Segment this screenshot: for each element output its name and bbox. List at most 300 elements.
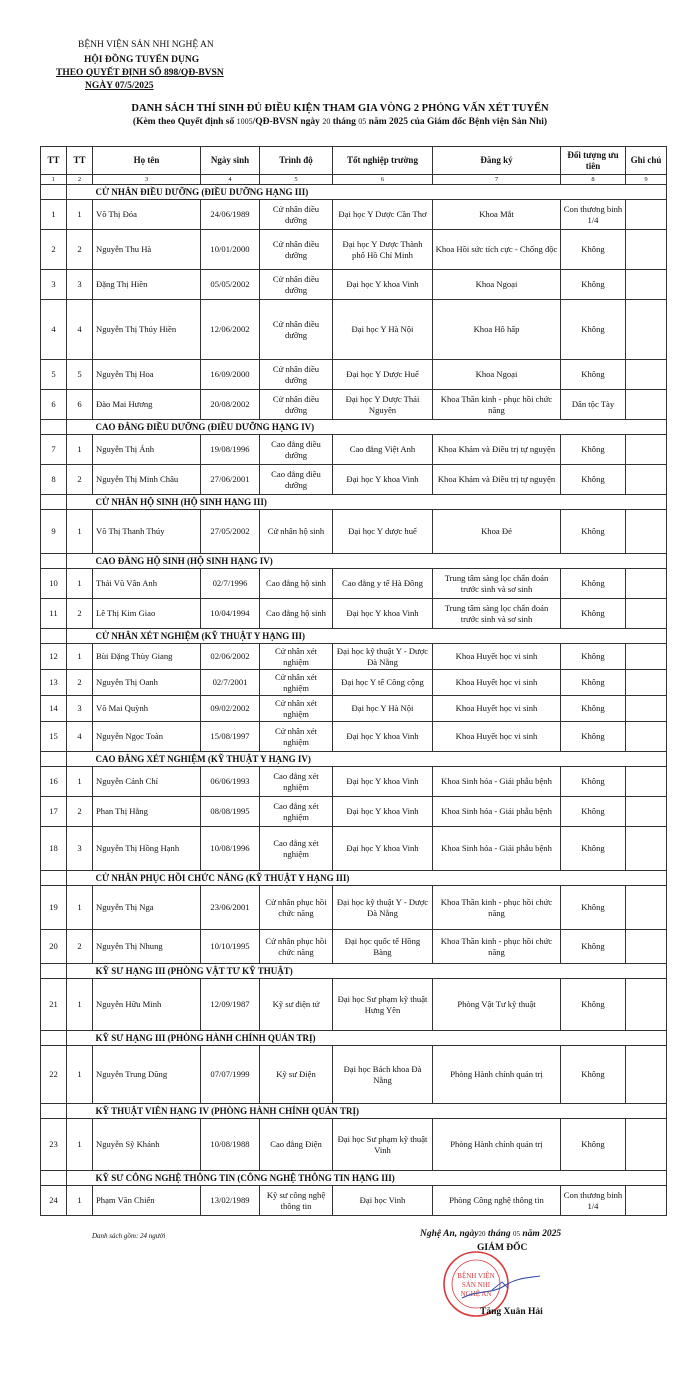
col-header: Đăng ký: [433, 147, 561, 175]
cell-school: Đại học Y Hà Nội: [333, 696, 433, 722]
col-header: Ghi chú: [626, 147, 667, 175]
cell-school: Đại học Y khoa Vinh: [333, 270, 433, 300]
cell-level: Kỹ sư công nghệ thông tin: [260, 1186, 333, 1216]
cell-school: Đại học Y Hà Nội: [333, 300, 433, 360]
section-spacer: [41, 964, 67, 979]
cell-tt: 7: [41, 435, 67, 465]
table-row: [41, 435, 667, 465]
cell-school: Đại học Y khoa Vinh: [333, 465, 433, 495]
cell-tt2: 1: [67, 644, 93, 670]
section-row: [41, 185, 667, 200]
section-spacer: [67, 1171, 93, 1186]
cell-note: [626, 979, 667, 1031]
cell-dept: Khoa Huyết học vi sinh: [433, 644, 561, 670]
cell-level: Cao đẳng điều dưỡng: [260, 465, 333, 495]
table-row: [41, 979, 667, 1031]
cell-name: Đào Mai Hương: [93, 390, 201, 420]
cell-tt2: 2: [67, 797, 93, 827]
col-number: 1: [41, 175, 67, 185]
section-title: CAO ĐẲNG XÉT NGHIỆM (KỸ THUẬT Y HẠNG IV): [93, 752, 667, 767]
col-header: Tốt nghiệp trường: [333, 147, 433, 175]
cell-note: [626, 644, 667, 670]
cell-note: [626, 569, 667, 599]
cell-note: [626, 200, 667, 230]
section-spacer: [67, 185, 93, 200]
cell-tt: 4: [41, 300, 67, 360]
cell-dob: 19/08/1996: [201, 435, 260, 465]
section-row: [41, 752, 667, 767]
col-header: TT: [41, 147, 67, 175]
col-number: 7: [433, 175, 561, 185]
column-number-row: [41, 175, 667, 185]
section-spacer: [41, 1171, 67, 1186]
cell-dept: Khoa Sinh hóa - Giải phẫu bệnh: [433, 797, 561, 827]
cell-tt: 1: [41, 200, 67, 230]
cell-tt2: 2: [67, 670, 93, 696]
section-row: [41, 1171, 667, 1186]
cell-level: Cử nhân điều dưỡng: [260, 200, 333, 230]
cell-tt: 19: [41, 886, 67, 930]
cell-name: Nguyễn Cảnh Chí: [93, 767, 201, 797]
cell-name: Nguyễn Thị Hồng Hạnh: [93, 827, 201, 871]
section-row: [41, 964, 667, 979]
cell-dept: Khoa Huyết học vi sinh: [433, 696, 561, 722]
table-header-row: [41, 147, 667, 175]
table-row: [41, 797, 667, 827]
cell-tt2: 1: [67, 767, 93, 797]
cell-tt2: 4: [67, 722, 93, 752]
cell-note: [626, 230, 667, 270]
cell-note: [626, 696, 667, 722]
cell-name: Nguyễn Thị Ánh: [93, 435, 201, 465]
table-row: [41, 886, 667, 930]
cell-dept: Khoa Hồi sức tích cực - Chống độc: [433, 230, 561, 270]
section-spacer: [41, 1031, 67, 1046]
col-header: Trình độ: [260, 147, 333, 175]
cell-name: Nguyễn Hữu Minh: [93, 979, 201, 1031]
cell-level: Cao đẳng xét nghiệm: [260, 827, 333, 871]
cell-dob: 12/06/2002: [201, 300, 260, 360]
cell-dob: 24/06/1989: [201, 200, 260, 230]
cell-tt2: 1: [67, 886, 93, 930]
cell-level: Cử nhân hộ sinh: [260, 510, 333, 554]
cell-tt2: 6: [67, 390, 93, 420]
council-name: HỘI ĐỒNG TUYỂN DỤNG: [84, 55, 200, 65]
cell-name: Nguyễn Thị Oanh: [93, 670, 201, 696]
cell-school: Đại học Sư phạm kỹ thuật Hưng Yên: [333, 979, 433, 1031]
cell-dob: 10/10/1995: [201, 930, 260, 964]
table-row: [41, 465, 667, 495]
col-number: 9: [626, 175, 667, 185]
cell-tt: 22: [41, 1046, 67, 1104]
table-row: [41, 696, 667, 722]
cell-level: Cử nhân điều dưỡng: [260, 230, 333, 270]
cell-dob: 10/04/1994: [201, 599, 260, 629]
cell-dept: Khoa Ngoại: [433, 360, 561, 390]
table-row: [41, 200, 667, 230]
cell-tt2: 1: [67, 1046, 93, 1104]
section-title: CAO ĐẲNG HỘ SINH (HỘ SINH HẠNG IV): [93, 554, 667, 569]
cell-note: [626, 510, 667, 554]
cell-school: Đại học Y khoa Vinh: [333, 827, 433, 871]
cell-school: Đại học Y dược huế: [333, 510, 433, 554]
cell-tt: 11: [41, 599, 67, 629]
cell-dob: 10/08/1996: [201, 827, 260, 871]
cell-level: Cao đẳng xét nghiệm: [260, 767, 333, 797]
cell-name: Đặng Thị Hiền: [93, 270, 201, 300]
table-row: [41, 930, 667, 964]
section-spacer: [67, 871, 93, 886]
cell-priority: Không: [561, 1119, 626, 1171]
cell-note: [626, 435, 667, 465]
section-spacer: [41, 752, 67, 767]
cell-tt: 17: [41, 797, 67, 827]
cell-tt2: 1: [67, 979, 93, 1031]
cell-name: Bùi Đặng Thùy Giang: [93, 644, 201, 670]
cell-dob: 09/02/2002: [201, 696, 260, 722]
cell-tt: 13: [41, 670, 67, 696]
section-spacer: [67, 1031, 93, 1046]
cell-tt2: 1: [67, 435, 93, 465]
section-spacer: [67, 420, 93, 435]
cell-level: Cử nhân xét nghiệm: [260, 722, 333, 752]
table-row: [41, 510, 667, 554]
cell-tt2: 1: [67, 200, 93, 230]
cell-school: Đại học Bách khoa Đà Nẵng: [333, 1046, 433, 1104]
cell-priority: Không: [561, 930, 626, 964]
cell-tt2: 2: [67, 599, 93, 629]
cell-dob: 10/08/1988: [201, 1119, 260, 1171]
cell-name: Lê Thị Kim Giao: [93, 599, 201, 629]
cell-dept: Khoa Hô hấp: [433, 300, 561, 360]
cell-dob: 27/06/2001: [201, 465, 260, 495]
cell-name: Nguyễn Thị Hoa: [93, 360, 201, 390]
cell-tt: 16: [41, 767, 67, 797]
cell-priority: Không: [561, 510, 626, 554]
cell-dept: Khoa Thần kinh - phục hồi chức năng: [433, 390, 561, 420]
section-row: [41, 495, 667, 510]
cell-name: Võ Mai Quỳnh: [93, 696, 201, 722]
cell-level: Cử nhân phục hồi chức năng: [260, 886, 333, 930]
decision-date: NGÀY 07/5/2025: [85, 81, 154, 91]
cell-tt: 9: [41, 510, 67, 554]
cell-school: Đại học quốc tế Hồng Bàng: [333, 930, 433, 964]
cell-tt: 24: [41, 1186, 67, 1216]
cell-dob: 10/01/2000: [201, 230, 260, 270]
cell-dept: Trung tâm sàng lọc chẩn đoán trước sinh và sơ sinh: [433, 599, 561, 629]
cell-name: Nguyễn Thị Nga: [93, 886, 201, 930]
section-title: CỬ NHÂN HỘ SINH (HỘ SINH HẠNG III): [93, 495, 667, 510]
cell-school: Đại học Vinh: [333, 1186, 433, 1216]
cell-tt2: 2: [67, 930, 93, 964]
cell-name: Nguyễn Trung Dũng: [93, 1046, 201, 1104]
table-row: [41, 230, 667, 270]
cell-priority: Không: [561, 979, 626, 1031]
cell-level: Cao đẳng điều dưỡng: [260, 435, 333, 465]
section-row: [41, 554, 667, 569]
cell-tt: 6: [41, 390, 67, 420]
section-title: KỸ SƯ HẠNG III (PHÒNG VẬT TƯ KỸ THUẬT): [93, 964, 667, 979]
cell-school: Đại học Y Dược Cần Thơ: [333, 200, 433, 230]
col-header: Họ tên: [93, 147, 201, 175]
cell-priority: Không: [561, 886, 626, 930]
cell-level: Cao đẳng hộ sinh: [260, 599, 333, 629]
cell-school: Đại học Y Dược Thái Nguyên: [333, 390, 433, 420]
cell-note: [626, 360, 667, 390]
cell-school: Đại học Y khoa Vinh: [333, 797, 433, 827]
cell-school: Đại học Y khoa Vinh: [333, 599, 433, 629]
col-number: 4: [201, 175, 260, 185]
cell-note: [626, 767, 667, 797]
section-title: CAO ĐẲNG ĐIỀU DƯỠNG (ĐIỀU DƯỠNG HẠNG IV): [93, 420, 667, 435]
cell-tt: 2: [41, 230, 67, 270]
table-row: [41, 569, 667, 599]
cell-dob: 06/06/1993: [201, 767, 260, 797]
section-spacer: [41, 495, 67, 510]
table-body: [41, 185, 667, 1216]
cell-tt: 12: [41, 644, 67, 670]
cell-name: Nguyễn Thị Nhung: [93, 930, 201, 964]
cell-note: [626, 827, 667, 871]
section-spacer: [41, 420, 67, 435]
col-number: 2: [67, 175, 93, 185]
cell-name: Nguyễn Thị Thúy Hiền: [93, 300, 201, 360]
cell-tt2: 3: [67, 270, 93, 300]
section-row: [41, 871, 667, 886]
cell-priority: Không: [561, 722, 626, 752]
cell-tt: 23: [41, 1119, 67, 1171]
section-title: CỬ NHÂN PHỤC HỒI CHỨC NĂNG (KỸ THUẬT Y HẠNG III): [93, 871, 667, 886]
decision-ref: THEO QUYẾT ĐỊNH SỐ 898/QĐ-BVSN: [56, 68, 224, 78]
table-row: [41, 1046, 667, 1104]
cell-dob: 23/06/2001: [201, 886, 260, 930]
cell-dept: Khoa Thần kinh - phục hồi chức năng: [433, 930, 561, 964]
cell-name: Nguyễn Ngọc Toàn: [93, 722, 201, 752]
cell-tt: 18: [41, 827, 67, 871]
cell-note: [626, 390, 667, 420]
cell-level: Cử nhân xét nghiệm: [260, 644, 333, 670]
document-subtitle: (Kèm theo Quyết định số 1005/QĐ-BVSN ngày 20 tháng 05 năm 2025 của Giám đốc Bệnh viện Sản Nhi): [132, 117, 548, 127]
cell-note: [626, 722, 667, 752]
cell-dept: Khoa Ngoại: [433, 270, 561, 300]
section-spacer: [41, 1104, 67, 1119]
cell-note: [626, 300, 667, 360]
cell-school: Đại học Y khoa Vinh: [333, 722, 433, 752]
cell-name: Phan Thị Hằng: [93, 797, 201, 827]
cell-level: Cử nhân điều dưỡng: [260, 360, 333, 390]
section-title: CỬ NHÂN XÉT NGHIỆM (KỸ THUẬT Y HẠNG III): [93, 629, 667, 644]
cell-dob: 20/08/2002: [201, 390, 260, 420]
cell-tt: 21: [41, 979, 67, 1031]
section-spacer: [67, 1104, 93, 1119]
section-spacer: [67, 495, 93, 510]
col-number: 6: [333, 175, 433, 185]
cell-tt: 15: [41, 722, 67, 752]
table-row: [41, 644, 667, 670]
cell-dept: Khoa Huyết học vi sinh: [433, 670, 561, 696]
cell-priority: Không: [561, 270, 626, 300]
cell-priority: Con thương binh 1/4: [561, 1186, 626, 1216]
cell-tt2: 5: [67, 360, 93, 390]
svg-text:SẢN NHI: SẢN NHI: [461, 1281, 491, 1289]
cell-name: Nguyễn Thị Minh Châu: [93, 465, 201, 495]
cell-school: Đại học kỹ thuật Y - Dược Đà Nẵng: [333, 644, 433, 670]
svg-text:BỆNH VIỆN: BỆNH VIỆN: [457, 1272, 495, 1280]
cell-level: Cử nhân điều dưỡng: [260, 270, 333, 300]
section-spacer: [41, 185, 67, 200]
col-header: Đối tượng ưu tiên: [561, 147, 626, 175]
cell-name: Phạm Văn Chiến: [93, 1186, 201, 1216]
cell-school: Đại học Sư phạm kỹ thuật Vinh: [333, 1119, 433, 1171]
svg-text:NGHỆ AN: NGHỆ AN: [460, 1290, 492, 1298]
table-row: [41, 670, 667, 696]
cell-priority: Không: [561, 767, 626, 797]
cell-name: Thái Vũ Vân Anh: [93, 569, 201, 599]
section-spacer: [67, 752, 93, 767]
cell-tt2: 3: [67, 827, 93, 871]
cell-name: Võ Thị Thanh Thúy: [93, 510, 201, 554]
cell-school: Cao đẳng Việt Anh: [333, 435, 433, 465]
cell-tt2: 1: [67, 1119, 93, 1171]
cell-tt: 20: [41, 930, 67, 964]
signer-name: Tăng Xuân Hải: [480, 1307, 543, 1317]
cell-dob: 12/09/1987: [201, 979, 260, 1031]
cell-priority: Không: [561, 797, 626, 827]
cell-dept: Khoa Thần kinh - phục hồi chức năng: [433, 886, 561, 930]
cell-level: Cử nhân xét nghiệm: [260, 670, 333, 696]
cell-level: Cử nhân phục hồi chức năng: [260, 930, 333, 964]
cell-school: Đại học Y Dược Thành phố Hồ Chí Minh: [333, 230, 433, 270]
section-title: CỬ NHÂN ĐIỀU DƯỠNG (ĐIỀU DƯỠNG HẠNG III): [93, 185, 667, 200]
cell-priority: Không: [561, 569, 626, 599]
cell-note: [626, 1186, 667, 1216]
cell-level: Kỹ sư Điện: [260, 1046, 333, 1104]
cell-tt2: 4: [67, 300, 93, 360]
cell-dob: 13/02/1989: [201, 1186, 260, 1216]
cell-school: Cao đẳng y tế Hà Đông: [333, 569, 433, 599]
cell-dob: 05/05/2002: [201, 270, 260, 300]
table-row: [41, 300, 667, 360]
cell-level: Cử nhân điều dưỡng: [260, 300, 333, 360]
cell-priority: Không: [561, 644, 626, 670]
cell-level: Cử nhân xét nghiệm: [260, 696, 333, 722]
cell-tt: 14: [41, 696, 67, 722]
cell-school: Đại học kỹ thuật Y - Dược Đà Nẵng: [333, 886, 433, 930]
cell-note: [626, 599, 667, 629]
cell-priority: Không: [561, 696, 626, 722]
cell-note: [626, 1046, 667, 1104]
count-note: Danh sách gồm: 24 người: [92, 1232, 166, 1240]
cell-priority: Không: [561, 670, 626, 696]
col-number: 3: [93, 175, 201, 185]
section-title: KỸ THUẬT VIÊN HẠNG IV (PHÒNG HÀNH CHÍNH QUẢN TRỊ): [93, 1104, 667, 1119]
candidate-table: [40, 146, 667, 1216]
cell-tt: 5: [41, 360, 67, 390]
cell-dept: Phòng Công nghệ thông tin: [433, 1186, 561, 1216]
section-spacer: [67, 964, 93, 979]
section-title: KỸ SƯ CÔNG NGHỆ THÔNG TIN (CÔNG NGHỆ THÔNG TIN HẠNG III): [93, 1171, 667, 1186]
cell-dept: Khoa Sinh hóa - Giải phẫu bệnh: [433, 827, 561, 871]
cell-dept: Phòng Hành chính quản trị: [433, 1046, 561, 1104]
cell-priority: Không: [561, 435, 626, 465]
cell-level: Cao đẳng hộ sinh: [260, 569, 333, 599]
cell-tt2: 1: [67, 1186, 93, 1216]
cell-name: Nguyễn Sỹ Khánh: [93, 1119, 201, 1171]
cell-dept: Phòng Hành chính quản trị: [433, 1119, 561, 1171]
cell-priority: Không: [561, 465, 626, 495]
cell-priority: Không: [561, 300, 626, 360]
cell-school: Đại học Y tế Công cộng: [333, 670, 433, 696]
cell-tt: 3: [41, 270, 67, 300]
table-row: [41, 1119, 667, 1171]
cell-dept: Khoa Huyết học vi sinh: [433, 722, 561, 752]
cell-dept: Khoa Mắt: [433, 200, 561, 230]
cell-level: Cao đẳng Điện: [260, 1119, 333, 1171]
cell-dept: Khoa Sinh hóa - Giải phẫu bệnh: [433, 767, 561, 797]
cell-dept: Phòng Vật Tư kỹ thuật: [433, 979, 561, 1031]
cell-note: [626, 270, 667, 300]
cell-tt2: 1: [67, 510, 93, 554]
cell-dob: 15/08/1997: [201, 722, 260, 752]
cell-dob: 08/08/1995: [201, 797, 260, 827]
section-spacer: [67, 629, 93, 644]
cell-dob: 02/7/1996: [201, 569, 260, 599]
section-spacer: [67, 554, 93, 569]
cell-tt: 10: [41, 569, 67, 599]
cell-priority: Không: [561, 1046, 626, 1104]
cell-note: [626, 930, 667, 964]
section-title: KỸ SƯ HẠNG III (PHÒNG HÀNH CHÍNH QUẢN TRỊ): [93, 1031, 667, 1046]
cell-dept: Khoa Đẻ: [433, 510, 561, 554]
cell-dept: Trung tâm sàng lọc chẩn đoán trước sinh và sơ sinh: [433, 569, 561, 599]
cell-school: Đại học Y Dược Huế: [333, 360, 433, 390]
table-row: [41, 599, 667, 629]
cell-priority: Không: [561, 230, 626, 270]
cell-school: Đại học Y khoa Vinh: [333, 767, 433, 797]
cell-tt2: 2: [67, 230, 93, 270]
section-row: [41, 1104, 667, 1119]
col-header: Ngày sinh: [201, 147, 260, 175]
cell-priority: Con thương binh 1/4: [561, 200, 626, 230]
cell-note: [626, 886, 667, 930]
section-spacer: [41, 554, 67, 569]
table-row: [41, 722, 667, 752]
org-name: BỆNH VIỆN SẢN NHI NGHỆ AN: [78, 40, 214, 50]
table-row: [41, 1186, 667, 1216]
section-row: [41, 420, 667, 435]
cell-dept: Khoa Khám và Điều trị tự nguyện: [433, 435, 561, 465]
table-row: [41, 270, 667, 300]
cell-note: [626, 465, 667, 495]
section-row: [41, 629, 667, 644]
col-header: TT: [67, 147, 93, 175]
cell-tt2: 1: [67, 569, 93, 599]
cell-dob: 07/07/1999: [201, 1046, 260, 1104]
cell-level: Cử nhân điều dưỡng: [260, 390, 333, 420]
cell-note: [626, 797, 667, 827]
cell-dob: 02/06/2002: [201, 644, 260, 670]
table-row: [41, 767, 667, 797]
section-spacer: [41, 629, 67, 644]
col-number: 5: [260, 175, 333, 185]
cell-dept: Khoa Khám và Điều trị tự nguyện: [433, 465, 561, 495]
cell-dob: 16/09/2000: [201, 360, 260, 390]
place-date: Nghệ An, ngày20 tháng 05 năm 2025: [420, 1229, 562, 1239]
cell-priority: Dân tộc Tày: [561, 390, 626, 420]
cell-note: [626, 1119, 667, 1171]
section-spacer: [41, 871, 67, 886]
cell-name: Nguyễn Thu Hà: [93, 230, 201, 270]
